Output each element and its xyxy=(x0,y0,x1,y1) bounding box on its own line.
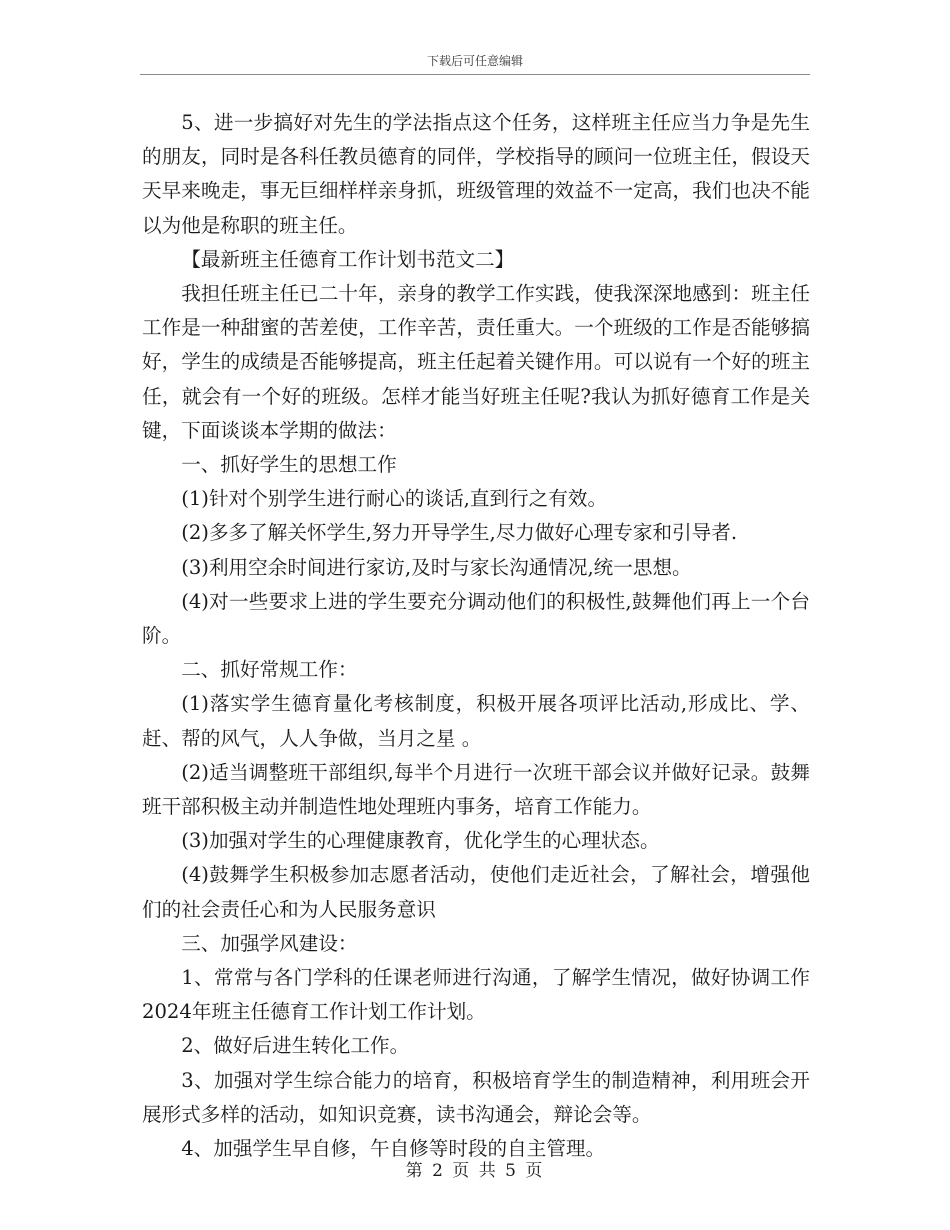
heading-routine-work: 二、抓好常规工作： xyxy=(181,658,358,682)
list-item: (3)利用空余时间进行家访,及时与家长沟通情况,统一思想。 xyxy=(181,555,692,579)
list-item: (4)对一些要求上进的学生要充分调动他们的积极性,鼓舞他们再上一个台阶。 xyxy=(142,589,810,648)
heading-ideological-work: 一、抓好学生的思想工作 xyxy=(181,453,397,477)
list-item: 2、做好后进生转化工作。 xyxy=(181,1034,410,1058)
list-item: 4、加强学生早自修，午自修等时段的自主管理。 xyxy=(181,1137,606,1161)
list-item: 3、加强对学生综合能力的培育，积极培育学生的制造精神，利用班会开展形式多样的活动，如知识竞赛，读书沟通会，辩论会等。 xyxy=(142,1068,810,1126)
header-divider xyxy=(140,74,810,75)
section-title-sample-two: 【最新班主任德育工作计划书范文二】 xyxy=(181,247,515,271)
list-item: (1)落实学生德育量化考核制度，积极开展各项评比活动,形成比、学、赶、帮的风气，人人争做，当月之星 。 xyxy=(142,692,810,750)
list-item: 1、常常与各门学科的任课老师进行沟通，了解学生情况，做好协调工作2024年班主任德育工作计划工作计划。 xyxy=(142,966,810,1024)
paragraph-intro: 我担任班主任已二十年，亲身的教学工作实践，使我深深地感到：班主任工作是一种甜蜜的苦差使，工作辛苦，责任重大。一个班级的工作是否能够搞好，学生的成绩是否能够提高，班主任起着关键作用。可以说有一个好的班主任，就会有一个好的班级。怎样才能当好班主任呢?我认为抓好德育工作是关键，下面谈谈本学期的做法： xyxy=(142,282,810,442)
page-header: 下载后可任意编辑 xyxy=(426,54,523,68)
list-item: (3)加强对学生的心理健康教育，优化学生的心理状态。 xyxy=(181,829,660,853)
page-number-footer: 第 2 页 共 5 页 xyxy=(405,1161,545,1181)
document-body xyxy=(142,106,810,1166)
heading-study-style: 三、加强学风建设： xyxy=(181,931,358,955)
paragraph-item-5: 5、进一步搞好对先生的学法指点这个任务，这样班主任应当力争是先生的朋友，同时是各科任教员德育的同伴，学校指导的顾问一位班主任，假设天天早来晚走，事无巨细样样亲身抓，班级管理的效益不一定高，我们也决不能以为他是称职的班主任。 xyxy=(142,111,810,237)
list-item: (4)鼓舞学生积极参加志愿者活动，使他们走近社会，了解社会，增强他们的社会责任心和为人民服务意识 xyxy=(142,863,810,921)
list-item: (1)针对个别学生进行耐心的谈话,直到行之有效。 xyxy=(181,487,608,511)
list-item: (2)多多了解关怀学生,努力开导学生,尽力做好心理专家和引导者. xyxy=(181,521,738,545)
list-item: (2)适当调整班干部组织,每半个月进行一次班干部会议并做好记录。鼓舞班干部积极主动并制造性地处理班内事务，培育工作能力。 xyxy=(142,760,810,819)
